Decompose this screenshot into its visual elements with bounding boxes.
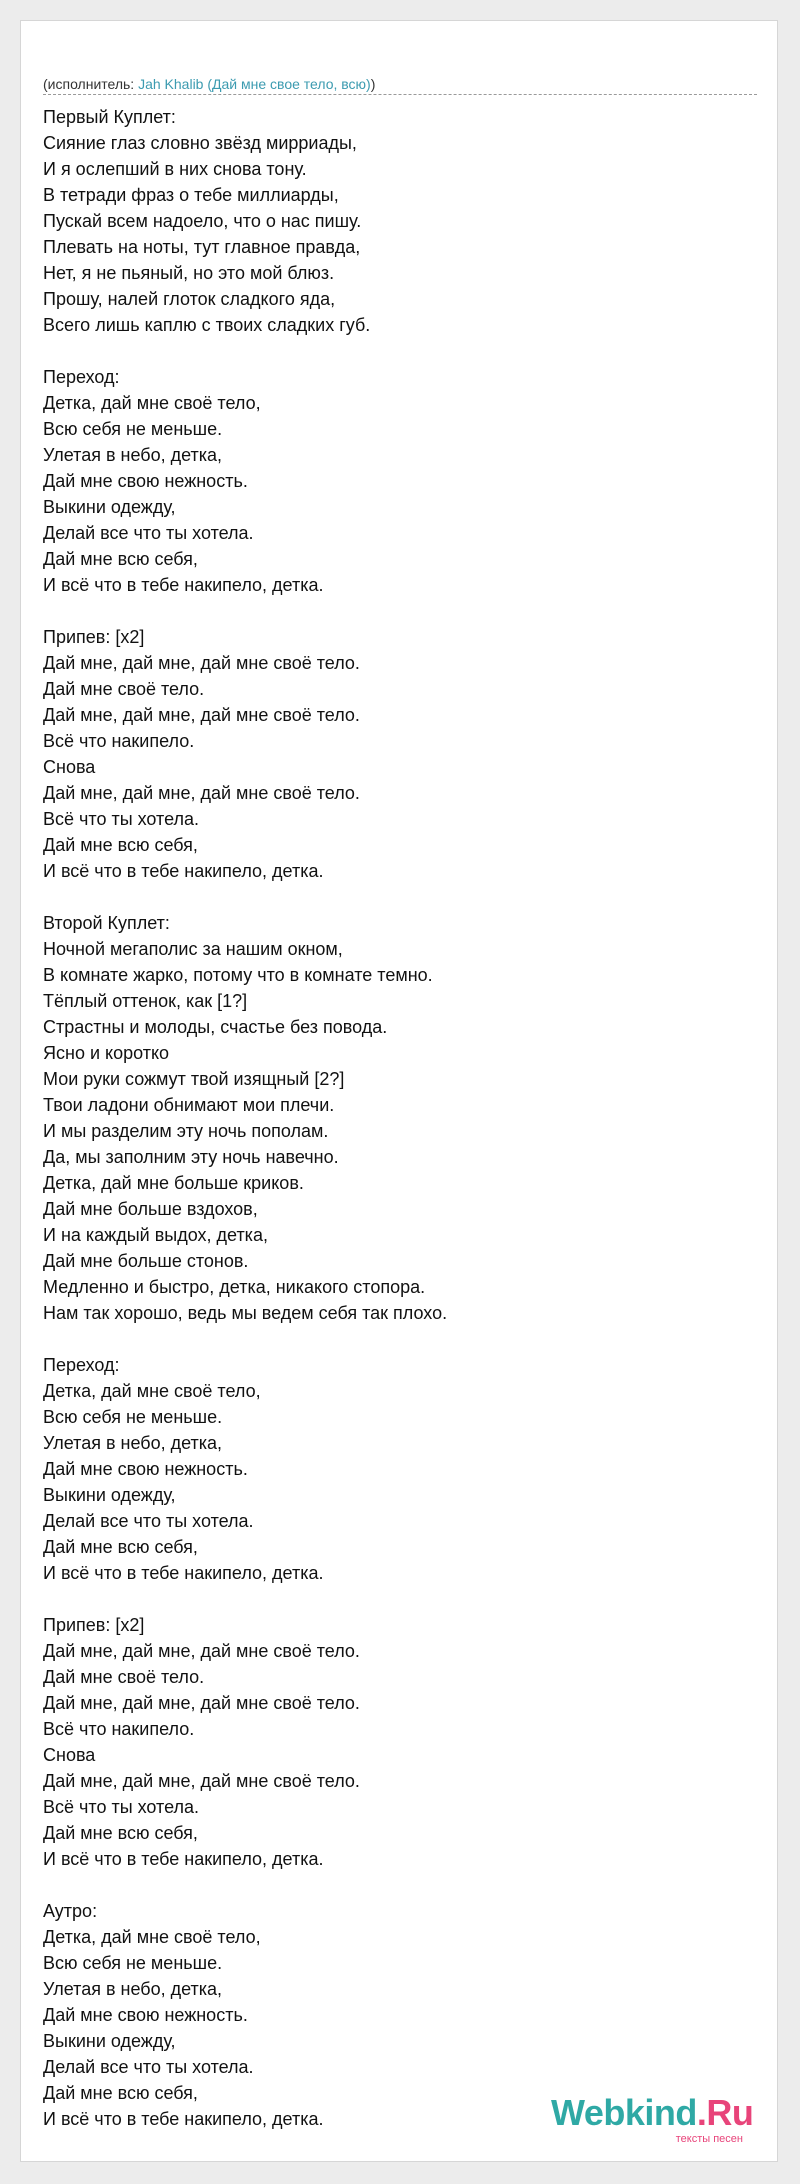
lyric-line: Ночной мегаполис за нашим окном, <box>43 939 343 959</box>
lyrics-body <box>43 104 757 2158</box>
lyric-line: Дай мне свою нежность. <box>43 471 248 491</box>
logo-tld: .Ru <box>696 2092 754 2133</box>
lyric-line: Плевать на ноты, тут главное правда, <box>43 237 361 257</box>
lyric-line: Всю себя не меньше. <box>43 1953 223 1973</box>
lyrics-stanza <box>43 910 757 1326</box>
lyric-line: И на каждый выдох, детка, <box>43 1225 268 1245</box>
lyric-line: И всё что в тебе накипело, детка. <box>43 575 324 595</box>
lyrics-stanza <box>43 624 757 884</box>
lyric-line: Дай мне больше стонов. <box>43 1251 249 1271</box>
lyric-line: Прошу, налей глоток сладкого яда, <box>43 289 336 309</box>
lyric-line: Дай мне, дай мне, дай мне своё тело. <box>43 1693 360 1713</box>
stanza-heading: Припев: [x2] <box>43 627 145 647</box>
lyric-line: Всё что ты хотела. <box>43 809 200 829</box>
lyric-line: И всё что в тебе накипело, детка. <box>43 861 324 881</box>
lyric-line: Дай мне, дай мне, дай мне своё тело. <box>43 783 360 803</box>
lyric-line: Всё что накипело. <box>43 731 195 751</box>
lyric-line: Нет, я не пьяный, но это мой блюз. <box>43 263 335 283</box>
lyric-line: Снова <box>43 1745 96 1765</box>
lyric-line: Дай мне больше вздохов, <box>43 1199 258 1219</box>
lyric-line: Всё что ты хотела. <box>43 1797 200 1817</box>
lyric-line: Делай все что ты хотела. <box>43 523 254 543</box>
lyric-line: Дай мне всю себя, <box>43 835 198 855</box>
lyric-line: И всё что в тебе накипело, детка. <box>43 1563 324 1583</box>
lyric-line: Да, мы заполним эту ночь навечно. <box>43 1147 339 1167</box>
lyric-line: Дай мне, дай мне, дай мне своё тело. <box>43 705 360 725</box>
lyrics-stanza <box>43 104 757 338</box>
lyric-line: Улетая в небо, детка, <box>43 1979 223 1999</box>
lyrics-stanza <box>43 1352 757 1586</box>
lyric-line: Ясно и коротко <box>43 1043 170 1063</box>
logo-wordmark <box>551 2092 754 2133</box>
stanza-heading: Переход: <box>43 367 120 387</box>
stanza-heading: Припев: [x2] <box>43 1615 145 1635</box>
logo-tagline: тексты песен <box>675 2133 743 2145</box>
site-logo[interactable] <box>551 2092 754 2145</box>
lyric-line: Дай мне свою нежность. <box>43 1459 248 1479</box>
lyric-line: Дай мне, дай мне, дай мне своё тело. <box>43 1641 360 1661</box>
lyric-line: Страстны и молоды, счастье без повода. <box>43 1017 388 1037</box>
lyric-line: Детка, дай мне своё тело, <box>43 1927 261 1947</box>
logo-name: Webkind <box>551 2092 697 2133</box>
lyric-line: Сияние глаз словно звёзд мирриады, <box>43 133 357 153</box>
lyric-line: Дай мне своё тело. <box>43 679 205 699</box>
lyric-line: Улетая в небо, детка, <box>43 1433 223 1453</box>
lyric-line: Дай мне всю себя, <box>43 1537 198 1557</box>
lyric-line: Дай мне всю себя, <box>43 1823 198 1843</box>
lyric-line: Твои ладони обнимают мои плечи. <box>43 1095 335 1115</box>
meta-close-paren: ) <box>370 76 376 92</box>
lyric-line: В комнате жарко, потому что в комнате темно. <box>43 965 433 985</box>
stanza-heading: Аутро: <box>43 1901 98 1921</box>
stanza-heading: Переход: <box>43 1355 120 1375</box>
lyric-line: Выкини одежду, <box>43 497 176 517</box>
song-meta-line <box>43 74 757 95</box>
lyric-line: Снова <box>43 757 96 777</box>
lyric-line: Пускай всем надоело, что о нас пишу. <box>43 211 362 231</box>
lyric-line: Тёплый оттенок, как [1?] <box>43 991 248 1011</box>
lyric-line: Всю себя не меньше. <box>43 419 223 439</box>
lyrics-stanza <box>43 364 757 598</box>
stanza-heading: Второй Куплет: <box>43 913 170 933</box>
lyric-line: Всё что накипело. <box>43 1719 195 1739</box>
lyric-line: Дай мне всю себя, <box>43 2083 198 2103</box>
lyric-line: И всё что в тебе накипело, детка. <box>43 1849 324 1869</box>
lyric-line: Дай мне всю себя, <box>43 549 198 569</box>
lyric-line: Детка, дай мне больше криков. <box>43 1173 304 1193</box>
artist-link[interactable]: Jah Khalib <box>138 76 204 92</box>
lyric-line: Всего лишь каплю с твоих сладких губ. <box>43 315 371 335</box>
lyric-line: Делай все что ты хотела. <box>43 2057 254 2077</box>
lyric-line: Детка, дай мне своё тело, <box>43 1381 261 1401</box>
lyric-line: Дай мне, дай мне, дай мне своё тело. <box>43 1771 360 1791</box>
lyric-line: Мои руки сожмут твой изящный [2?] <box>43 1069 345 1089</box>
song-title-link[interactable]: (Дай мне свое тело, всю) <box>203 76 371 92</box>
lyrics-card <box>20 20 778 2162</box>
lyric-line: В тетради фраз о тебе миллиарды, <box>43 185 339 205</box>
lyric-line: Выкини одежду, <box>43 1485 176 1505</box>
stanza-heading: Первый Куплет: <box>43 107 176 127</box>
lyric-line: Нам так хорошо, ведь мы ведем себя так плохо. <box>43 1303 448 1323</box>
artist-prefix: (исполнитель: <box>43 76 139 92</box>
lyric-line: И всё что в тебе накипело, детка. <box>43 2109 324 2129</box>
lyric-line: Всю себя не меньше. <box>43 1407 223 1427</box>
lyric-line: Дай мне свою нежность. <box>43 2005 248 2025</box>
lyric-line: И я ослепший в них снова тону. <box>43 159 307 179</box>
lyric-line: Дай мне, дай мне, дай мне своё тело. <box>43 653 360 673</box>
lyric-line: Медленно и быстро, детка, никакого стопора. <box>43 1277 426 1297</box>
lyric-line: Дай мне своё тело. <box>43 1667 205 1687</box>
lyric-line: Улетая в небо, детка, <box>43 445 223 465</box>
lyric-line: И мы разделим эту ночь пополам. <box>43 1121 329 1141</box>
lyrics-stanza <box>43 1612 757 1872</box>
lyric-line: Делай все что ты хотела. <box>43 1511 254 1531</box>
lyric-line: Выкини одежду, <box>43 2031 176 2051</box>
lyric-line: Детка, дай мне своё тело, <box>43 393 261 413</box>
